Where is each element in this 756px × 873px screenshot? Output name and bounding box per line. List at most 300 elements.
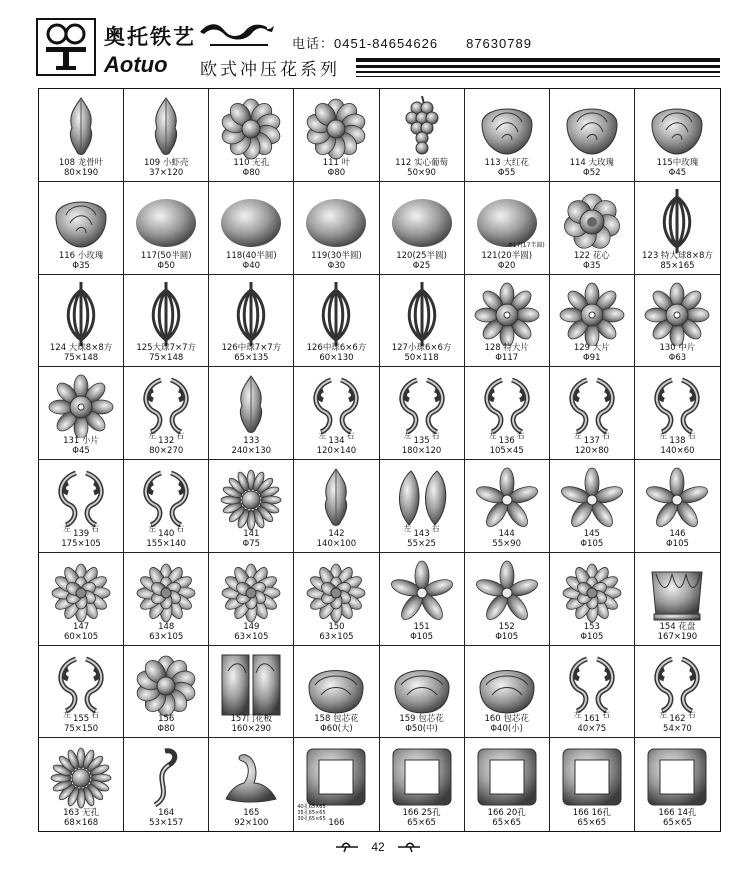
product-size: 63×105 [149,631,184,642]
product-caption [465,808,549,828]
product-cell [465,182,550,275]
bud-icon [301,651,371,721]
product-code: 117(50半圆) [140,250,192,261]
square-frame-icon [642,743,712,813]
product-caption [39,808,123,828]
product-code: 166 14孔 [658,808,697,818]
product-caption [294,622,378,642]
square-frame-icon [387,743,457,813]
product-code: 137 [583,436,600,446]
product-cell [209,367,294,460]
product-caption [550,808,634,828]
product-caption [550,436,634,456]
series-title: 欧式冲压花系列 [200,60,340,80]
dome-icon [216,187,286,257]
product-code: 141 [243,528,260,539]
product-caption [465,529,549,549]
product-code: 158 包芯花 [314,714,359,725]
bud-icon [387,651,457,721]
product-size: Φ40(小) [490,724,523,735]
product-cell [209,738,294,831]
product-caption [294,251,378,271]
product-code: 154 花盘 [659,621,696,632]
size-note: Φ17(17半圆) [508,241,545,249]
product-cell [209,182,294,275]
product-code: 152 [498,621,515,632]
product-caption [380,436,464,456]
lotus-icon [46,558,116,628]
product-caption [39,251,123,271]
product-code: 149 [243,621,260,632]
right-label: 右 [601,709,610,719]
product-code: 118(40半圆) [225,250,277,261]
product-code: 129 大片 [573,343,610,354]
product-cell [550,738,635,831]
product-code: 126中球6×6方 [306,343,367,354]
product-size: 75×150 [63,724,99,735]
product-code: 124 大球8×8方 [49,343,113,354]
product-size: Φ25 [412,260,431,271]
product-size: 155×140 [146,538,186,549]
product-size: Φ91 [583,353,601,364]
flower-center-icon [557,187,627,257]
product-size: 60×130 [319,353,354,364]
product-code: 156 [158,714,175,725]
product-size: Φ105 [580,538,604,549]
product-code: 166 16孔 [572,808,611,818]
product-size: 50×118 [404,353,439,364]
product-caption [39,529,123,549]
product-size: 55×90 [492,538,522,549]
product-code: 134 [328,436,345,446]
product-caption [294,343,378,363]
brand-english-name: Aotuo [104,52,168,77]
product-size: 85×165 [660,260,695,271]
product-size: 55×25 [407,538,436,549]
star-plate-icon [557,280,627,350]
product-cell [209,646,294,739]
product-caption [465,251,549,271]
product-size: 37×120 [149,167,184,178]
product-cell [39,738,124,831]
swan-icon [216,743,286,813]
product-cell [635,182,720,275]
product-cell [294,553,379,646]
product-caption [294,436,378,456]
phone-numbers: 电话：0451-84654626 87630789 [292,36,532,51]
rosette-icon [216,94,286,164]
product-cell [465,738,550,831]
product-caption [550,158,634,178]
scroll-icon [131,743,201,813]
star-plate-icon [472,280,542,350]
product-cell [380,553,465,646]
product-cell [380,460,465,553]
product-caption [124,436,208,456]
product-code: 148 [158,621,175,632]
product-cell [550,275,635,368]
square-frame-icon [557,743,627,813]
product-caption [550,714,634,734]
product-caption [635,158,720,178]
grape-icon [387,94,457,164]
product-cell [550,367,635,460]
product-code: 113 大红花 [484,157,529,168]
product-cell [124,646,209,739]
brand-chinese-name: 奥托铁艺 [104,24,196,49]
product-caption [209,158,293,178]
product-cell [39,646,124,739]
product-size: 75×148 [63,353,99,364]
dragon-ornament-icon [198,20,276,42]
product-code: 115中玫瑰 [656,157,699,168]
product-cell [465,275,550,368]
product-code: 127小球6×6方 [391,343,452,354]
product-code: 160 包芯花 [484,714,529,725]
product-size: Φ105 [580,631,604,642]
product-code: 122 花心 [573,250,610,261]
product-cell [124,89,209,182]
product-code: 123 特大球8×8方 [642,250,713,261]
product-caption [209,714,293,734]
left-label: 左 [403,524,412,533]
page-number: 42 [371,840,385,854]
product-caption [124,529,208,549]
product-code: 133 [243,436,260,446]
product-caption [209,251,293,271]
star-flower-icon [642,465,712,535]
product-code: 111 叶 [322,157,351,168]
daisy-icon [216,465,286,535]
product-caption [380,251,464,271]
right-label: 右 [687,709,696,719]
product-cell [380,738,465,831]
product-caption [550,343,634,363]
product-code: 165 [243,808,260,818]
product-cell [39,460,124,553]
product-cell [294,182,379,275]
product-size: Φ55 [497,167,516,178]
daisy-icon [46,743,116,813]
product-cell [465,89,550,182]
product-caption [209,808,293,828]
left-label: 左 [148,431,157,441]
product-cell [635,367,720,460]
product-code: 132 [158,436,175,446]
product-caption [209,436,293,456]
right-label: 右 [687,431,696,441]
product-code: 131 小片 [63,436,100,446]
product-code: 125大球7×7方 [136,343,197,354]
product-size: Φ40 [242,260,261,271]
product-caption [380,529,464,549]
product-cell [294,367,379,460]
product-size: 63×105 [234,631,269,642]
product-size: 65×135 [234,353,269,364]
product-size: Φ52 [583,167,601,178]
product-cell [380,182,465,275]
product-cell [635,460,720,553]
lotus-icon [216,558,286,628]
product-caption [39,158,123,178]
product-cell [124,553,209,646]
product-code: 146 [669,528,686,539]
rosette-icon [131,651,201,721]
product-cell [635,275,720,368]
product-cell [124,367,209,460]
product-cell [39,89,124,182]
product-cell [465,553,550,646]
product-size: 53×157 [149,818,184,828]
product-code: 150 [328,621,345,632]
product-cell [635,738,720,831]
product-caption [635,622,720,642]
leaf-icon [46,94,116,164]
product-size: Φ63 [668,353,687,364]
product-code: 114 大玫瑰 [569,157,615,168]
product-size: 105×45 [489,446,524,456]
product-cell [294,460,379,553]
product-size: 75×148 [149,353,184,364]
product-size: Φ35 [72,260,90,271]
product-cell [124,275,209,368]
product-code: 135 [413,436,430,446]
product-size: Φ20 [497,260,516,271]
product-caption [465,343,549,363]
product-caption [465,436,549,456]
product-caption [465,158,549,178]
product-code: 142 [328,528,345,539]
door-panel-icon [216,651,286,721]
right-label: 右 [601,431,610,441]
product-caption [39,622,123,642]
product-code: 161 [583,714,600,725]
product-cell [209,553,294,646]
product-size: Φ105 [495,631,519,642]
product-size: Φ60(大) [320,724,353,735]
product-caption [124,343,208,363]
star-flower-icon [557,465,627,535]
product-size: Φ50(中) [405,724,438,735]
product-size: 140×60 [660,446,695,456]
product-code: 119(30半圆) [311,250,362,261]
product-cell [550,460,635,553]
product-code: 138 [669,436,686,446]
product-size: 175×105 [61,538,101,549]
product-size: 80×270 [149,446,184,456]
product-code: 143 [413,528,430,539]
product-cell [124,182,209,275]
product-code: 163 无孔 [63,808,100,818]
product-code: 159 包芯花 [399,714,444,725]
product-caption [380,714,464,734]
product-size: Φ45 [668,167,687,178]
size-variant: 30孔65×65 [297,816,326,823]
product-code: 126中球7×7方 [221,343,282,354]
product-code: 144 [498,528,515,539]
product-code: 128 特大片 [484,343,529,354]
square-frame-icon [301,743,371,813]
right-label: 右 [91,524,100,533]
product-size: 40×75 [577,724,607,735]
product-cell [294,646,379,739]
logo-mark-icon [38,20,94,74]
product-caption [124,251,208,271]
lotus-icon [557,558,627,628]
lotus-icon [131,558,201,628]
product-size: Φ80 [157,724,175,735]
left-label: 左 [148,524,157,533]
product-code: 136 [498,436,515,446]
dome-icon [301,187,371,257]
right-label: 右 [176,431,185,441]
product-size: Φ30 [327,260,346,271]
company-logo [36,18,96,76]
product-cell [294,89,379,182]
product-size: Φ80 [327,167,346,178]
product-code: 121(20半圆) [481,250,533,261]
star-flower-icon [472,558,542,628]
product-cell [635,553,720,646]
product-caption [635,343,720,363]
product-size: 180×120 [401,446,442,456]
product-code: 157门花板 [230,714,273,725]
product-code: 166 [328,818,345,828]
product-code: 145 [583,528,600,539]
product-size: Φ50 [157,260,175,271]
product-code: 112 实心葡萄 [395,157,449,168]
star-plate-icon [46,372,116,442]
leaf-icon [131,94,201,164]
product-caption [380,622,464,642]
product-size: Φ105 [665,538,689,549]
product-caption [550,622,634,642]
left-ornament-icon [334,841,360,853]
rose-icon [642,94,712,164]
product-size: 65×65 [492,818,522,828]
header-rule [210,44,268,46]
star-plate-icon [642,280,712,350]
product-size: Φ105 [410,631,434,642]
product-cell [465,460,550,553]
product-cell [124,460,209,553]
right-label: 右 [431,524,440,533]
product-caption [635,251,720,271]
dome-icon [131,187,201,257]
leaf-icon [216,372,286,442]
product-caption [124,808,208,828]
product-caption [294,158,378,178]
product-caption [124,622,208,642]
product-code: 109 小虾壳 [143,157,189,168]
basket-twist-icon [216,280,286,350]
basket-twist-icon [46,280,116,350]
product-code: 147 [72,621,90,632]
catalog-header [0,0,756,84]
product-caption [380,808,464,828]
product-size: 50×90 [407,167,436,178]
left-label: 左 [63,709,72,719]
bud-icon [472,651,542,721]
product-cell [635,89,720,182]
leaf-icon [301,465,371,535]
star-flower-icon [387,558,457,628]
basket-twist-icon [387,280,457,350]
rosette-icon [301,94,371,164]
product-cell [39,182,124,275]
product-size: 63×105 [319,631,354,642]
right-label: 右 [176,524,185,533]
product-caption [294,529,378,549]
product-caption [550,251,634,271]
product-size: 120×80 [574,446,609,456]
lotus-icon [301,558,371,628]
left-label: 左 [318,431,327,441]
product-caption [635,808,720,828]
product-cell [294,275,379,368]
product-caption [209,529,293,549]
product-code: 130 中片 [659,343,696,354]
product-cell [550,646,635,739]
product-cell [380,89,465,182]
product-code: 166 25孔 [402,808,441,818]
product-size: 60×105 [63,631,99,642]
product-code: 120(25半圆) [396,250,447,261]
product-size: Φ80 [242,167,261,178]
page-footer [0,836,756,866]
product-code: 110 无孔 [233,157,270,168]
product-caption [380,158,464,178]
product-cell [209,275,294,368]
right-label: 右 [431,431,440,441]
left-label: 左 [573,431,582,441]
product-code: 116 小玫瑰 [58,250,104,261]
rose-icon [46,187,116,257]
product-cell [209,460,294,553]
product-caption [465,714,549,734]
product-cell [294,738,379,831]
product-size: 65×65 [577,818,607,828]
basket-twist-icon [301,280,371,350]
product-caption [465,622,549,642]
product-cell [465,367,550,460]
product-code: 162 [669,714,686,725]
product-size: 167×190 [657,631,698,642]
product-code: 151 [413,621,430,632]
product-cell [124,738,209,831]
product-caption [635,529,720,549]
basket-twist-icon [131,280,201,350]
size-variant: 40孔65×65 [297,804,326,811]
basket-twist-icon [642,187,712,257]
product-cell [380,367,465,460]
product-code: 108 龙骨叶 [58,157,104,168]
product-code: 166 20孔 [487,808,526,818]
product-caption [635,436,720,456]
product-grid [38,88,721,832]
right-ornament-icon [396,841,422,853]
left-label: 左 [63,524,72,533]
product-cell [550,553,635,646]
rose-icon [472,94,542,164]
product-size: 240×130 [231,446,272,456]
product-caption [39,714,123,734]
dome-icon [387,187,457,257]
right-label: 右 [346,431,355,441]
product-caption [39,343,123,363]
product-caption [209,343,293,363]
product-cell [550,182,635,275]
